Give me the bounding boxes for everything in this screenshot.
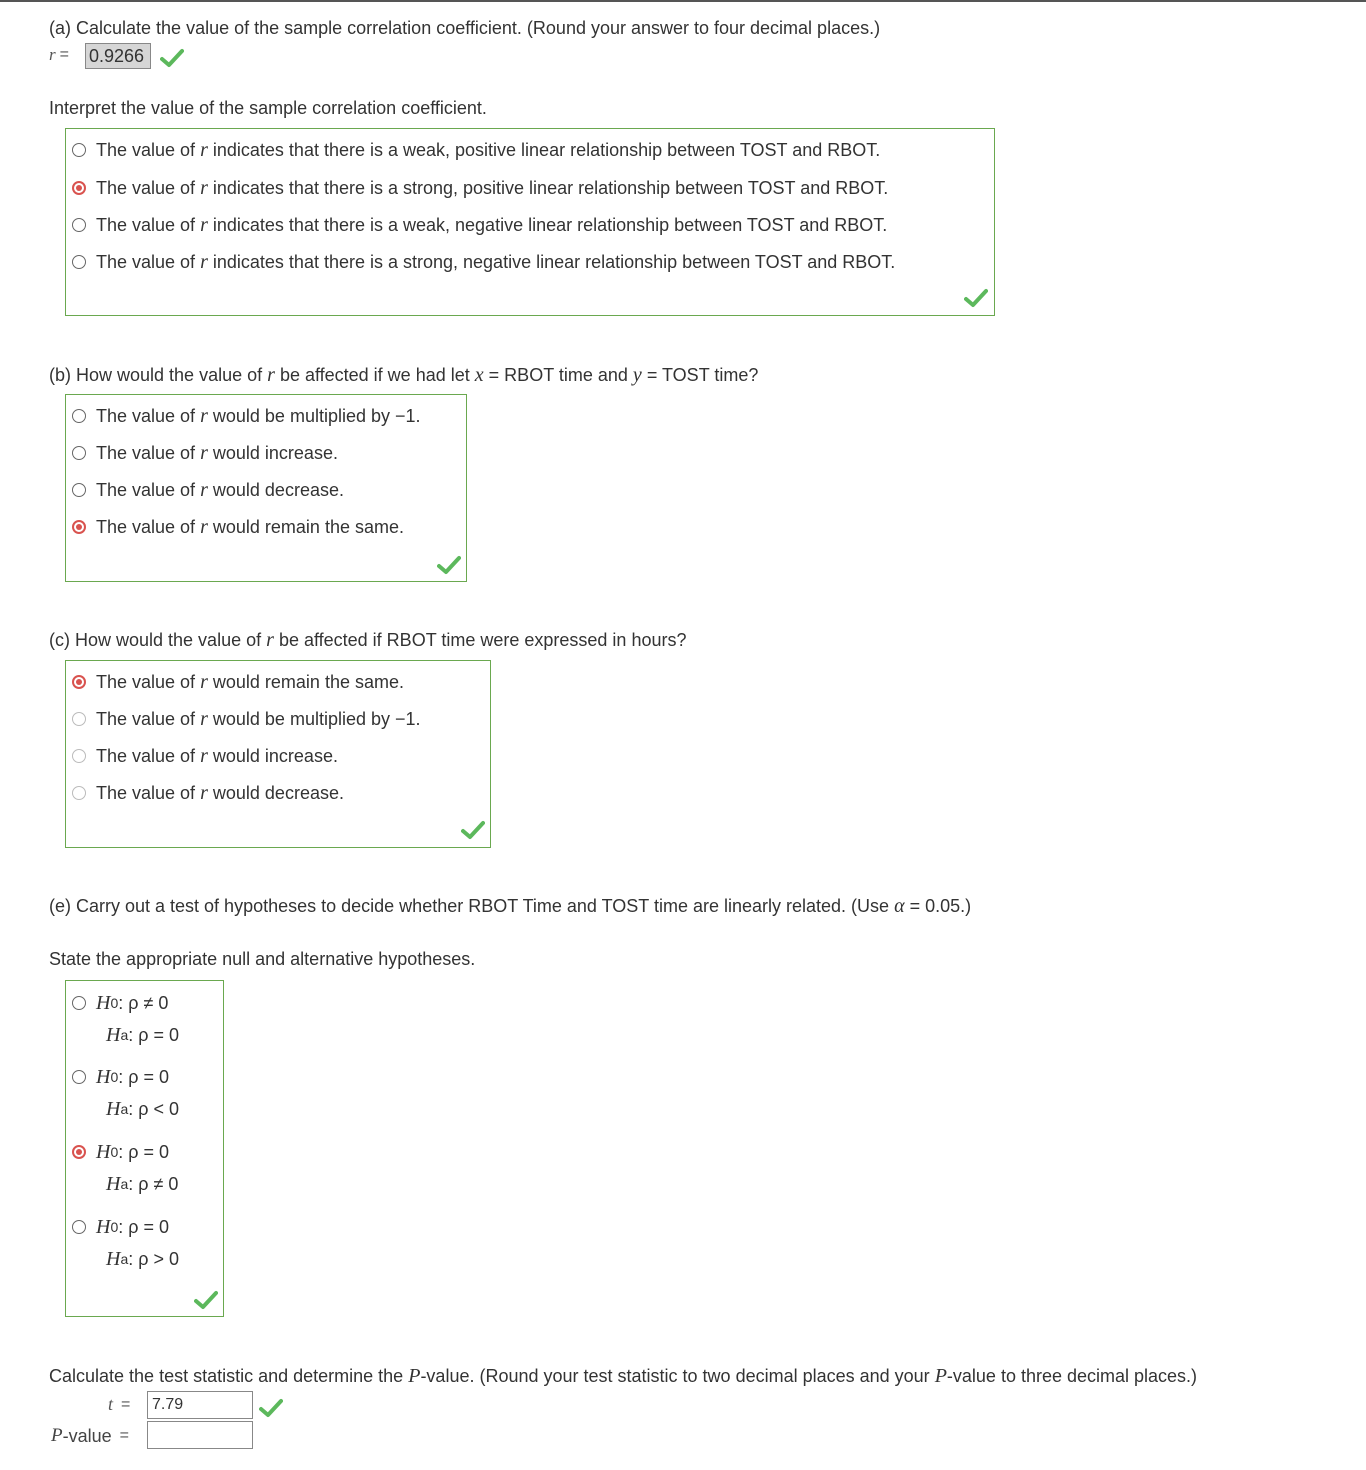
option-text: indicates that there is a weak, negative linear relationship between TOST and RBOT. xyxy=(212,214,888,235)
alt-relation: : ρ < 0 xyxy=(128,1098,180,1119)
radio-button[interactable] xyxy=(72,446,86,460)
option-prefix: The value of xyxy=(96,479,196,500)
check-icon xyxy=(194,1290,218,1310)
var-h: H xyxy=(96,991,111,1014)
question-e-text: = 0.05.) xyxy=(909,896,972,916)
option-text: would be multiplied by −1. xyxy=(212,708,421,729)
sub-0: 0 xyxy=(110,995,119,1011)
null-relation: : ρ = 0 xyxy=(118,1141,170,1162)
var-r: r xyxy=(266,629,274,651)
calculate-prompt xyxy=(49,1365,1197,1388)
radio-button[interactable] xyxy=(72,1220,86,1234)
option-var: r xyxy=(200,138,208,161)
var-h: H xyxy=(106,1097,121,1120)
var-h: H xyxy=(96,1065,111,1088)
alt-relation: : ρ > 0 xyxy=(128,1248,180,1269)
part-b-option-2[interactable] xyxy=(72,440,338,466)
option-var: r xyxy=(200,744,208,767)
check-icon xyxy=(964,288,988,308)
part-c-options-box xyxy=(65,660,491,848)
sub-0: 0 xyxy=(110,1144,119,1160)
option-text: indicates that there is a strong, negative linear relationship between TOST and RBOT. xyxy=(212,251,896,272)
option-prefix: The value of xyxy=(96,782,196,803)
question-b-text: = TOST time? xyxy=(646,365,759,385)
null-relation: : ρ = 0 xyxy=(118,1216,170,1237)
radio-button[interactable] xyxy=(72,1070,86,1084)
sub-a: a xyxy=(120,1027,129,1043)
option-prefix: The value of xyxy=(96,442,196,463)
part-b-option-3[interactable] xyxy=(72,477,344,503)
r-answer-row xyxy=(49,45,75,65)
calc-text: -value. (Round your test statistic to two decimal places and your xyxy=(420,1366,930,1386)
hypotheses-options-box xyxy=(65,980,224,1317)
option-var: r xyxy=(200,176,208,199)
part-b-options-box xyxy=(65,394,467,582)
question-b-text: be affected if we had let xyxy=(279,365,470,385)
option-text: would increase. xyxy=(212,442,338,463)
calc-text: -value to three decimal places.) xyxy=(946,1366,1198,1386)
question-a: (a) Calculate the value of the sample correlation coefficient. (Round your answer to four decimal places.) xyxy=(49,18,881,38)
option-prefix: The value of xyxy=(96,671,196,692)
r-value-field[interactable]: 0.9266 xyxy=(85,43,151,69)
radio-button[interactable] xyxy=(72,712,86,726)
r-label: r xyxy=(49,45,56,64)
alt-relation: : ρ = 0 xyxy=(128,1024,180,1045)
option-var: r xyxy=(200,781,208,804)
p-value-label-row xyxy=(51,1425,129,1447)
question-e-text: (e) Carry out a test of hypotheses to decide whether RBOT Time and TOST time are linearly related. (Use xyxy=(49,896,890,916)
part-c-option-3[interactable] xyxy=(72,743,338,769)
option-text: would decrease. xyxy=(212,479,344,500)
question-c-text: (c) How would the value of xyxy=(49,630,262,650)
null-relation: : ρ ≠ 0 xyxy=(118,992,169,1013)
check-icon xyxy=(259,1398,283,1418)
var-p: P xyxy=(934,1365,947,1387)
option-prefix: The value of xyxy=(96,516,196,537)
calc-text: Calculate the test statistic and determine the xyxy=(49,1366,404,1386)
hypothesis-option-4[interactable] xyxy=(72,1211,179,1275)
interpret-options-box xyxy=(65,128,995,316)
check-icon xyxy=(160,48,184,68)
t-equals: = xyxy=(121,1395,131,1413)
check-icon xyxy=(461,820,485,840)
option-var: r xyxy=(200,478,208,501)
radio-button-selected[interactable] xyxy=(72,181,86,195)
var-p: P xyxy=(408,1365,421,1387)
radio-button-selected[interactable] xyxy=(72,520,86,534)
radio-button[interactable] xyxy=(72,996,86,1010)
hypothesis-option-2[interactable] xyxy=(72,1061,179,1125)
p-equals: = xyxy=(119,1427,129,1444)
hypothesis-option-3[interactable] xyxy=(72,1136,178,1200)
radio-button[interactable] xyxy=(72,143,86,157)
option-text: indicates that there is a strong, positive linear relationship between TOST and RBOT. xyxy=(212,177,889,198)
option-var: r xyxy=(200,250,208,273)
option-text: indicates that there is a weak, positive linear relationship between TOST and RBOT. xyxy=(212,139,881,160)
interpret-option-3[interactable] xyxy=(72,212,887,238)
radio-button[interactable] xyxy=(72,218,86,232)
part-c-option-4[interactable] xyxy=(72,780,344,806)
question-b xyxy=(49,364,758,387)
option-text: would be multiplied by −1. xyxy=(212,405,421,426)
interpret-option-4[interactable] xyxy=(72,249,895,275)
sub-0: 0 xyxy=(110,1219,119,1235)
option-prefix: The value of xyxy=(96,708,196,729)
var-h: H xyxy=(106,1247,121,1270)
option-prefix: The value of xyxy=(96,177,196,198)
interpret-option-2[interactable] xyxy=(72,175,888,201)
var-h: H xyxy=(96,1140,111,1163)
p-label: -value xyxy=(62,1425,112,1446)
top-divider xyxy=(0,0,1366,2)
radio-button-selected[interactable] xyxy=(72,1145,86,1159)
option-text: would increase. xyxy=(212,745,338,766)
var-r: r xyxy=(267,364,275,386)
p-value-input[interactable] xyxy=(147,1421,253,1449)
t-statistic-input[interactable] xyxy=(147,1391,253,1419)
var-alpha: α xyxy=(894,895,905,917)
option-text: would remain the same. xyxy=(212,671,404,692)
sub-a: a xyxy=(120,1176,129,1192)
radio-button[interactable] xyxy=(72,749,86,763)
question-b-text: (b) How would the value of xyxy=(49,365,263,385)
radio-button[interactable] xyxy=(72,786,86,800)
option-prefix: The value of xyxy=(96,405,196,426)
sub-0: 0 xyxy=(110,1069,119,1085)
var-h: H xyxy=(106,1172,121,1195)
radio-button-selected[interactable] xyxy=(72,675,86,689)
var-y: y xyxy=(632,364,642,386)
var-x: x xyxy=(474,364,484,386)
option-prefix: The value of xyxy=(96,214,196,235)
option-var: r xyxy=(200,213,208,236)
radio-button[interactable] xyxy=(72,255,86,269)
interpret-prompt: Interpret the value of the sample correlation coefficient. xyxy=(49,98,487,118)
alt-relation: : ρ ≠ 0 xyxy=(128,1173,179,1194)
check-icon xyxy=(437,555,461,575)
option-prefix: The value of xyxy=(96,251,196,272)
option-var: r xyxy=(200,707,208,730)
option-var: r xyxy=(200,404,208,427)
option-prefix: The value of xyxy=(96,139,196,160)
option-prefix: The value of xyxy=(96,745,196,766)
question-c xyxy=(49,629,686,652)
option-text: would remain the same. xyxy=(212,516,404,537)
sub-a: a xyxy=(120,1101,129,1117)
t-label: t xyxy=(108,1394,114,1414)
hypothesis-option-1[interactable] xyxy=(72,987,179,1051)
part-b-option-1[interactable] xyxy=(72,403,421,429)
option-var: r xyxy=(200,441,208,464)
var-h: H xyxy=(96,1215,111,1238)
r-equals: = xyxy=(59,46,69,63)
option-var: r xyxy=(200,670,208,693)
radio-button[interactable] xyxy=(72,409,86,423)
option-text: would decrease. xyxy=(212,782,344,803)
option-var: r xyxy=(200,515,208,538)
question-b-text: = RBOT time and xyxy=(488,365,628,385)
part-b-option-4[interactable] xyxy=(72,514,404,540)
var-h: H xyxy=(106,1023,121,1046)
part-c-option-2[interactable] xyxy=(72,706,421,732)
state-hypotheses-prompt: State the appropriate null and alternative hypotheses. xyxy=(49,949,476,969)
t-label-row xyxy=(108,1394,130,1415)
interpret-option-1[interactable] xyxy=(72,137,880,163)
null-relation: : ρ = 0 xyxy=(118,1066,170,1087)
sub-a: a xyxy=(120,1251,129,1267)
radio-button[interactable] xyxy=(72,483,86,497)
question-c-text: be affected if RBOT time were expressed in hours? xyxy=(278,630,687,650)
p-label-var: P xyxy=(51,1425,63,1446)
part-c-option-1[interactable] xyxy=(72,669,404,695)
question-e xyxy=(49,895,971,918)
